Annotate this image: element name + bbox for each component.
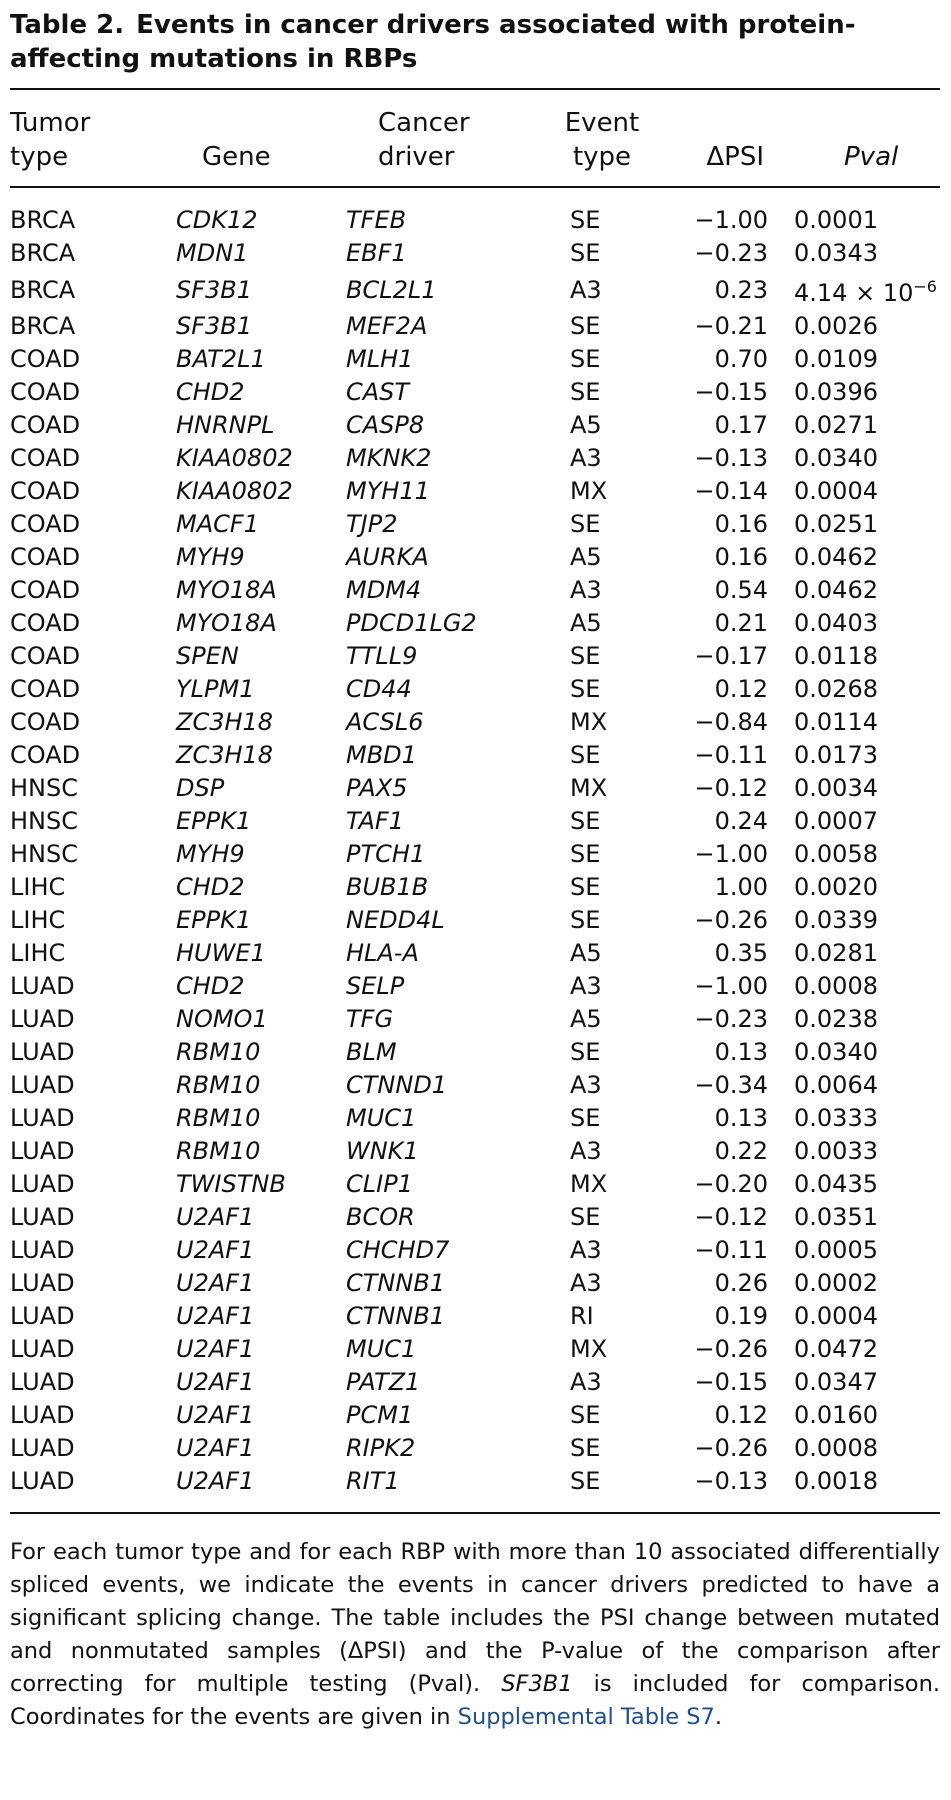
cell-event-type: A5 [570, 1005, 602, 1033]
cell-event-type: SE [570, 741, 601, 769]
cell-tumor-type: HNSC [10, 807, 78, 835]
cell-dpsi: −0.14 [694, 477, 768, 505]
cell-event-type: A3 [570, 1071, 602, 1099]
cell-cancer-driver: CHCHD7 [346, 1236, 450, 1264]
cell-pval: 0.0403 [794, 609, 878, 637]
cell-pval: 0.0351 [794, 1203, 878, 1231]
cell-gene: ZC3H18 [176, 708, 274, 736]
cell-gene: CHD2 [176, 873, 245, 901]
cell-pval: 0.0034 [794, 774, 878, 802]
cell-cancer-driver: BUB1B [346, 873, 429, 901]
cell-pval: 0.0008 [794, 1434, 878, 1462]
cell-gene: TWISTNB [176, 1170, 286, 1198]
cell-tumor-type: LUAD [10, 972, 75, 1000]
cell-dpsi: −0.34 [694, 1071, 768, 1099]
cell-gene: U2AF1 [176, 1302, 255, 1330]
table-row [10, 640, 940, 673]
cell-cancer-driver: MEF2A [346, 312, 428, 340]
cell-event-type: A3 [570, 1236, 602, 1264]
cell-dpsi: −0.20 [694, 1170, 768, 1198]
cell-gene: YLPM1 [176, 675, 255, 703]
cell-pval: 0.0347 [794, 1368, 878, 1396]
table-row [10, 574, 940, 607]
cell-gene: U2AF1 [176, 1467, 255, 1495]
cell-gene: SF3B1 [176, 312, 253, 340]
cell-cancer-driver: RIT1 [346, 1467, 400, 1495]
cell-pval: 0.0339 [794, 906, 878, 934]
cell-cancer-driver: MUC1 [346, 1335, 417, 1363]
cell-tumor-type: HNSC [10, 840, 78, 868]
cell-event-type: SE [570, 906, 601, 934]
table-row [10, 1201, 940, 1234]
table-row [10, 343, 940, 376]
cell-tumor-type: COAD [10, 510, 81, 538]
cell-dpsi: 0.12 [714, 675, 768, 703]
header-dpsi: ΔPSI [706, 142, 764, 172]
table-row [10, 409, 940, 442]
cell-tumor-type: LUAD [10, 1170, 75, 1198]
cell-event-type: SE [570, 1401, 601, 1429]
table-row [10, 1102, 940, 1135]
table-row [10, 805, 940, 838]
cell-dpsi: 0.26 [714, 1269, 768, 1297]
cell-gene: CDK12 [176, 206, 258, 234]
table-row [10, 1300, 940, 1333]
cell-cancer-driver: RIPK2 [346, 1434, 416, 1462]
data-table [10, 90, 940, 1498]
table-row [10, 838, 940, 871]
table-row [10, 772, 940, 805]
cell-cancer-driver: TFEB [346, 206, 407, 234]
cell-tumor-type: LUAD [10, 1038, 75, 1066]
cell-gene: MYO18A [176, 609, 277, 637]
cell-cancer-driver: MKNK2 [346, 444, 432, 472]
cell-pval: 0.0007 [794, 807, 878, 835]
cell-gene: CHD2 [176, 972, 245, 1000]
cell-tumor-type: LUAD [10, 1401, 75, 1429]
cell-event-type: A3 [570, 444, 602, 472]
cell-gene: SPEN [176, 642, 239, 670]
cell-gene: SF3B1 [176, 275, 253, 304]
cell-event-type: A5 [570, 411, 602, 439]
cell-cancer-driver: MYH11 [346, 477, 430, 505]
cell-event-type: SE [570, 312, 601, 340]
cell-gene: MYH9 [176, 543, 245, 571]
cell-tumor-type: LIHC [10, 906, 66, 934]
cell-gene: KIAA0802 [176, 444, 293, 472]
cell-cancer-driver: MLH1 [346, 345, 414, 373]
table-row [10, 1399, 940, 1432]
cell-cancer-driver: WNK1 [346, 1137, 419, 1165]
table-row [10, 673, 940, 706]
cell-pval: 0.0005 [794, 1236, 878, 1264]
cell-dpsi: 0.35 [714, 939, 768, 967]
cell-cancer-driver: SELP [346, 972, 405, 1000]
cell-pval: 0.0114 [794, 708, 878, 736]
cell-gene: MACF1 [176, 510, 259, 538]
table-footnote: For each tumor type and for each RBP with more than 10 associated differentially spliced events, we indicate the events in cancer drivers predicted to have a significant splicing change. The table includes the PSI change between mutated and nonmutated samples (ΔPSI) and the P-value of the comparison after correcting for multiple testing (Pval). SF3B1 is included for comparison. Coordinates for the events are given in Supplemental Table S7. [10, 1539, 940, 1730]
table-row [10, 1465, 940, 1498]
cell-cancer-driver: AURKA [346, 543, 429, 571]
cell-tumor-type: COAD [10, 543, 81, 571]
table-row [10, 475, 940, 508]
cell-tumor-type: COAD [10, 576, 81, 604]
cell-tumor-type: COAD [10, 609, 81, 637]
cell-pval: 0.0118 [794, 642, 878, 670]
cell-gene: RBM10 [176, 1038, 261, 1066]
cell-pval: 0.0472 [794, 1335, 878, 1363]
cell-gene: U2AF1 [176, 1335, 255, 1363]
cell-event-type: A3 [570, 576, 602, 604]
table-row [10, 541, 940, 574]
cell-cancer-driver: BLM [346, 1038, 397, 1066]
cell-event-type: SE [570, 1434, 601, 1462]
cell-event-type: A5 [570, 609, 602, 637]
cell-dpsi: −0.15 [694, 1368, 768, 1396]
cell-cancer-driver: PATZ1 [346, 1368, 421, 1396]
cell-tumor-type: BRCA [10, 312, 76, 340]
cell-cancer-driver: CTNND1 [346, 1071, 448, 1099]
cell-event-type: MX [570, 1170, 608, 1198]
cell-cancer-driver: PDCD1LG2 [346, 609, 477, 637]
header-pval: Pval [844, 142, 899, 172]
cell-event-type: SE [570, 345, 601, 373]
cell-gene: MYO18A [176, 576, 277, 604]
cell-gene: BAT2L1 [176, 345, 266, 373]
table-row [10, 376, 940, 409]
cell-dpsi: −0.23 [694, 239, 768, 267]
cell-dpsi: −0.26 [694, 1335, 768, 1363]
cell-tumor-type: BRCA [10, 206, 76, 234]
cell-dpsi: −0.11 [694, 741, 768, 769]
cell-pval: 0.0160 [794, 1401, 878, 1429]
cell-gene: U2AF1 [176, 1434, 255, 1462]
cell-dpsi: −0.17 [694, 642, 768, 670]
cell-gene: RBM10 [176, 1104, 261, 1132]
cell-pval: $4.14 \times 10^{-6}$ [794, 277, 937, 307]
cell-pval: 0.0238 [794, 1005, 878, 1033]
cell-cancer-driver: HLA-A [346, 939, 419, 967]
cell-pval: 0.0340 [794, 444, 878, 472]
cell-tumor-type: COAD [10, 411, 81, 439]
cell-tumor-type: LUAD [10, 1335, 75, 1363]
cell-event-type: SE [570, 1203, 601, 1231]
cell-gene: RBM10 [176, 1137, 261, 1165]
cell-cancer-driver: BCL2L1 [346, 275, 437, 304]
cell-pval: 0.0058 [794, 840, 878, 868]
supplemental-table-link[interactable]: Supplemental Table S7 [457, 1704, 715, 1730]
cell-tumor-type: COAD [10, 378, 81, 406]
table-label: Table 2. [10, 10, 125, 40]
table-row [10, 706, 940, 739]
cell-gene: NOMO1 [176, 1005, 268, 1033]
cell-tumor-type: LUAD [10, 1236, 75, 1264]
cell-gene: EPPK1 [176, 807, 252, 835]
cell-cancer-driver: MBD1 [346, 741, 417, 769]
table-header [10, 90, 940, 188]
cell-gene: U2AF1 [176, 1236, 255, 1264]
table-row [10, 1267, 940, 1300]
cell-pval: 0.0340 [794, 1038, 878, 1066]
cell-tumor-type: LUAD [10, 1104, 75, 1132]
table-row [10, 1366, 940, 1399]
cell-tumor-type: COAD [10, 477, 81, 505]
cell-pval: 0.0004 [794, 1302, 878, 1330]
cell-pval: 0.0064 [794, 1071, 878, 1099]
cell-event-type: A5 [570, 939, 602, 967]
footnote-gene: SF3B1 [501, 1671, 573, 1697]
header-tumor-type: Tumor type [10, 108, 91, 172]
cell-tumor-type: LUAD [10, 1203, 75, 1231]
cell-pval: 0.0026 [794, 312, 878, 340]
cell-event-type: MX [570, 774, 608, 802]
cell-dpsi: 0.54 [714, 576, 768, 604]
cell-dpsi: −0.23 [694, 1005, 768, 1033]
cell-event-type: MX [570, 477, 608, 505]
header-event-type: Event type [564, 108, 640, 172]
cell-gene: U2AF1 [176, 1401, 255, 1429]
table-body [10, 188, 940, 1498]
cell-cancer-driver: TFG [346, 1005, 394, 1033]
cell-gene: KIAA0802 [176, 477, 293, 505]
table-row [10, 188, 940, 237]
cell-dpsi: 0.24 [714, 807, 768, 835]
cell-dpsi: −0.12 [694, 1203, 768, 1231]
table-title: Events in cancer drivers associated with protein-affecting mutations in RBPs [10, 10, 856, 74]
cell-cancer-driver: TTLL9 [346, 642, 418, 670]
cell-dpsi: 0.23 [714, 275, 768, 304]
cell-gene: U2AF1 [176, 1269, 255, 1297]
cell-dpsi: −0.26 [694, 1434, 768, 1462]
table-row [10, 310, 940, 343]
cell-pval: 0.0343 [794, 239, 878, 267]
cell-pval: 0.0281 [794, 939, 878, 967]
cell-dpsi: −0.15 [694, 378, 768, 406]
cell-gene: U2AF1 [176, 1203, 255, 1231]
cell-event-type: SE [570, 840, 601, 868]
cell-pval: 0.0004 [794, 477, 878, 505]
cell-tumor-type: LUAD [10, 1071, 75, 1099]
cell-gene: CHD2 [176, 378, 245, 406]
cell-event-type: A3 [570, 1368, 602, 1396]
cell-gene: DSP [176, 774, 225, 802]
cell-cancer-driver: ACSL6 [346, 708, 424, 736]
cell-cancer-driver: CTNNB1 [346, 1269, 446, 1297]
cell-dpsi: −1.00 [694, 840, 768, 868]
table-row [10, 871, 940, 904]
cell-gene: ZC3H18 [176, 741, 274, 769]
cell-dpsi: −1.00 [694, 972, 768, 1000]
cell-event-type: RI [570, 1302, 594, 1330]
cell-pval: 0.0268 [794, 675, 878, 703]
cell-dpsi: −0.13 [694, 1467, 768, 1495]
cell-event-type: MX [570, 708, 608, 736]
cell-tumor-type: COAD [10, 345, 81, 373]
table-row [10, 739, 940, 772]
cell-tumor-type: COAD [10, 741, 81, 769]
cell-dpsi: 1.00 [714, 873, 768, 901]
cell-dpsi: 0.12 [714, 1401, 768, 1429]
cell-pval: 0.0018 [794, 1467, 878, 1495]
cell-gene: HNRNPL [176, 411, 275, 439]
cell-pval: 0.0001 [794, 206, 878, 234]
cell-cancer-driver: MUC1 [346, 1104, 417, 1132]
cell-cancer-driver: CD44 [346, 675, 412, 703]
cell-dpsi: 0.21 [714, 609, 768, 637]
table-figure [10, 8, 940, 1757]
cell-event-type: SE [570, 510, 601, 538]
cell-event-type: SE [570, 1104, 601, 1132]
cell-event-type: SE [570, 807, 601, 835]
cell-pval: 0.0396 [794, 378, 878, 406]
cell-event-type: A3 [570, 972, 602, 1000]
cell-event-type: SE [570, 239, 601, 267]
cell-event-type: SE [570, 675, 601, 703]
header-gene: Gene [202, 142, 271, 172]
cell-pval: 0.0020 [794, 873, 878, 901]
cell-gene: MDN1 [176, 239, 249, 267]
cell-tumor-type: LIHC [10, 939, 66, 967]
table-row [10, 1333, 940, 1366]
cell-dpsi: 0.16 [714, 510, 768, 538]
cell-cancer-driver: TAF1 [346, 807, 404, 835]
cell-dpsi: 0.22 [714, 1137, 768, 1165]
cell-cancer-driver: CTNNB1 [346, 1302, 446, 1330]
table-row [10, 937, 940, 970]
cell-tumor-type: LUAD [10, 1005, 75, 1033]
table-row [10, 970, 940, 1003]
cell-pval: 0.0251 [794, 510, 878, 538]
cell-tumor-type: LIHC [10, 873, 66, 901]
cell-dpsi: −0.26 [694, 906, 768, 934]
cell-dpsi: 0.13 [714, 1038, 768, 1066]
cell-dpsi: −0.11 [694, 1236, 768, 1264]
cell-event-type: SE [570, 378, 601, 406]
cell-tumor-type: COAD [10, 675, 81, 703]
cell-event-type: A5 [570, 543, 602, 571]
cell-cancer-driver: TJP2 [346, 510, 398, 538]
table-row [10, 1234, 940, 1267]
cell-dpsi: −0.84 [694, 708, 768, 736]
cell-gene: HUWE1 [176, 939, 266, 967]
table-row [10, 270, 940, 310]
cell-pval: 0.0333 [794, 1104, 878, 1132]
cell-pval: 0.0033 [794, 1137, 878, 1165]
cell-dpsi: 0.19 [714, 1302, 768, 1330]
cell-pval: 0.0173 [794, 741, 878, 769]
cell-pval: 0.0462 [794, 543, 878, 571]
cell-gene: RBM10 [176, 1071, 261, 1099]
table-row [10, 1036, 940, 1069]
cell-cancer-driver: PTCH1 [346, 840, 426, 868]
cell-tumor-type: LUAD [10, 1137, 75, 1165]
cell-dpsi: −0.12 [694, 774, 768, 802]
cell-cancer-driver: PCM1 [346, 1401, 414, 1429]
cell-tumor-type: COAD [10, 708, 81, 736]
cell-cancer-driver: EBF1 [346, 239, 407, 267]
table-caption [10, 8, 940, 76]
cell-dpsi: 0.17 [714, 411, 768, 439]
cell-tumor-type: LUAD [10, 1368, 75, 1396]
cell-cancer-driver: CASP8 [346, 411, 425, 439]
cell-dpsi: −0.13 [694, 444, 768, 472]
cell-tumor-type: COAD [10, 642, 81, 670]
table-row [10, 1069, 940, 1102]
cell-event-type: SE [570, 1467, 601, 1495]
cell-dpsi: −1.00 [694, 206, 768, 234]
cell-cancer-driver: MDM4 [346, 576, 422, 604]
table-row [10, 607, 940, 640]
table-row [10, 1432, 940, 1465]
cell-event-type: SE [570, 873, 601, 901]
cell-dpsi: 0.13 [714, 1104, 768, 1132]
cell-event-type: SE [570, 206, 601, 234]
cell-cancer-driver: BCOR [346, 1203, 415, 1231]
cell-pval: 0.0435 [794, 1170, 878, 1198]
cell-tumor-type: LUAD [10, 1302, 75, 1330]
cell-pval: 0.0002 [794, 1269, 878, 1297]
table-row [10, 1003, 940, 1036]
cell-event-type: MX [570, 1335, 608, 1363]
cell-event-type: A3 [570, 1269, 602, 1297]
cell-gene: U2AF1 [176, 1368, 255, 1396]
cell-cancer-driver: NEDD4L [346, 906, 445, 934]
cell-tumor-type: BRCA [10, 239, 76, 267]
cell-pval: 0.0271 [794, 411, 878, 439]
pval-exponent: −6 [913, 277, 937, 296]
cell-tumor-type: BRCA [10, 275, 76, 304]
cell-gene: MYH9 [176, 840, 245, 868]
cell-pval: 0.0008 [794, 972, 878, 1000]
cell-pval: 0.0109 [794, 345, 878, 373]
table-row [10, 508, 940, 541]
cell-tumor-type: LUAD [10, 1467, 75, 1495]
cell-dpsi: 0.16 [714, 543, 768, 571]
table-row [10, 1168, 940, 1201]
table-row [10, 1135, 940, 1168]
cell-cancer-driver: PAX5 [346, 774, 408, 802]
cell-event-type: A3 [570, 275, 602, 304]
table-row [10, 904, 940, 937]
cell-dpsi: 0.70 [714, 345, 768, 373]
table-row [10, 442, 940, 475]
cell-event-type: SE [570, 642, 601, 670]
cell-pval: 0.0462 [794, 576, 878, 604]
cell-event-type: A3 [570, 1137, 602, 1165]
header-cancer-driver: Cancer driver [378, 108, 470, 172]
cell-event-type: SE [570, 1038, 601, 1066]
cell-tumor-type: HNSC [10, 774, 78, 802]
cell-cancer-driver: CLIP1 [346, 1170, 413, 1198]
bottom-rule [10, 1512, 940, 1514]
cell-gene: EPPK1 [176, 906, 252, 934]
cell-tumor-type: LUAD [10, 1434, 75, 1462]
cell-tumor-type: LUAD [10, 1269, 75, 1297]
cell-tumor-type: COAD [10, 444, 81, 472]
cell-cancer-driver: CAST [346, 378, 410, 406]
cell-dpsi: −0.21 [694, 312, 768, 340]
table-row [10, 237, 940, 270]
